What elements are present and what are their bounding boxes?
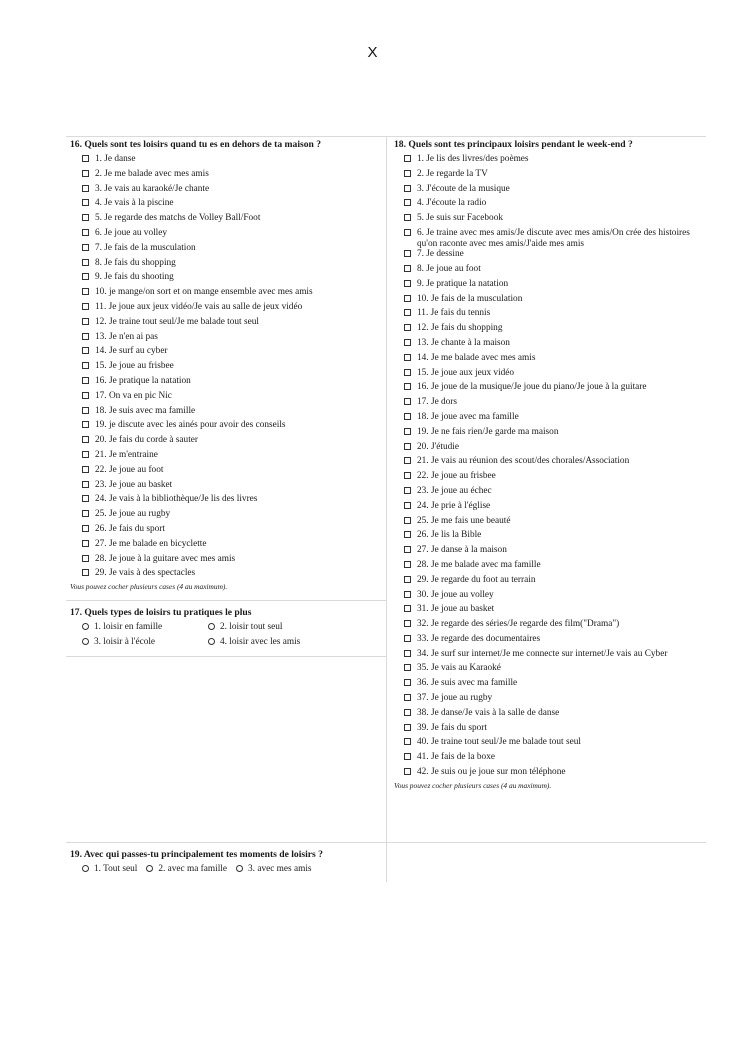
q16-option-23[interactable]	[82, 480, 382, 495]
q17-option-1[interactable]	[82, 622, 208, 633]
checkbox[interactable]	[404, 620, 411, 627]
q16-option-14[interactable]	[82, 346, 382, 361]
q16-option-1[interactable]	[82, 154, 382, 169]
checkbox[interactable]	[404, 383, 411, 390]
q18-option-35[interactable]	[404, 663, 704, 678]
q18-option-6[interactable]	[404, 228, 704, 249]
q18-option-12[interactable]	[404, 323, 704, 338]
option-label: 11. Je fais du tennis	[417, 308, 491, 319]
option-label: 24. Je prie à l'église	[417, 500, 491, 511]
option-label: 27. Je me balade en bicyclette	[95, 538, 207, 549]
checkbox[interactable]	[82, 318, 89, 325]
option-label: 18. Je joue avec ma famille	[417, 411, 519, 422]
radio-button[interactable]	[82, 623, 89, 630]
checkbox[interactable]	[82, 510, 89, 517]
checkbox[interactable]	[82, 259, 89, 266]
option-label: 5. Je regarde des matchs de Volley Ball/Foot	[95, 213, 261, 224]
q19-option-3[interactable]	[236, 864, 312, 875]
option-label: 39. Je fais du sport	[417, 722, 487, 733]
q16-option-3[interactable]	[82, 184, 382, 199]
checkbox[interactable]	[404, 635, 411, 642]
q18-option-36[interactable]	[404, 678, 704, 693]
q18-option-8[interactable]	[404, 264, 704, 279]
q18-option-5[interactable]	[404, 213, 704, 228]
q19-option-1[interactable]	[82, 864, 137, 875]
option-label: 27. Je danse à la maison	[417, 545, 507, 556]
option-label: 42. Je suis ou je joue sur mon téléphone	[417, 767, 566, 778]
checkbox[interactable]	[404, 487, 411, 494]
q18-option-21[interactable]	[404, 456, 704, 471]
option-label: 2. Je me balade avec mes amis	[95, 168, 209, 179]
q16-option-8[interactable]	[82, 258, 382, 273]
option-label: 3. avec mes amis	[248, 864, 312, 874]
q18-option-13[interactable]	[404, 338, 704, 353]
checkbox[interactable]	[82, 155, 89, 162]
option-label: 22. Je joue au frisbee	[417, 471, 496, 482]
checkbox[interactable]	[82, 244, 89, 251]
q16-option-26[interactable]	[82, 524, 382, 539]
q18-bottom-rule	[386, 842, 706, 843]
checkbox[interactable]	[404, 502, 411, 509]
radio-button[interactable]	[208, 623, 215, 630]
q18-option-2[interactable]	[404, 169, 704, 184]
q18-option-14[interactable]	[404, 353, 704, 368]
checkbox[interactable]	[82, 347, 89, 354]
checkbox[interactable]	[404, 679, 411, 686]
option-label: 35. Je vais au Karaoké	[417, 663, 501, 674]
q16-option-11[interactable]	[82, 302, 382, 317]
checkbox[interactable]	[82, 525, 89, 532]
q17-option-3[interactable]	[82, 637, 208, 648]
q16-option-4[interactable]	[82, 198, 382, 213]
option-label: 37. Je joue au rugby	[417, 693, 493, 704]
q17-top-rule	[66, 600, 386, 601]
radio-button[interactable]	[236, 865, 243, 872]
q16-option-27[interactable]	[82, 539, 382, 554]
option-label: 41. Je fais de la boxe	[417, 752, 495, 763]
q18-option-19[interactable]	[404, 427, 704, 442]
checkbox[interactable]	[404, 517, 411, 524]
checkbox[interactable]	[404, 280, 411, 287]
option-label: 21. Je m'entraine	[95, 449, 158, 460]
option-label: 13. Je chante à la maison	[417, 337, 510, 348]
option-label: 19. Je ne fais rien/Je garde ma maison	[417, 426, 559, 437]
q18-option-3[interactable]	[404, 184, 704, 199]
q18-option-41[interactable]	[404, 752, 704, 767]
checkbox[interactable]	[404, 185, 411, 192]
question-16-options	[70, 154, 382, 583]
q18-option-16[interactable]	[404, 382, 704, 397]
radio-button[interactable]	[146, 865, 153, 872]
option-label: 6. Je traine avec mes amis/Je discute avec mes amis/On crée des histoires qu'on raconte avec mes amis/J'aide mes amis	[417, 227, 690, 249]
checkbox[interactable]	[404, 546, 411, 553]
q16-option-19[interactable]	[82, 420, 382, 435]
question-19-options	[70, 864, 382, 875]
checkbox[interactable]	[82, 495, 89, 502]
option-label: 4. loisir avec les amis	[220, 636, 301, 647]
checkbox[interactable]	[404, 576, 411, 583]
option-label: 16. Je joue de la musique/Je joue du piano/Je joue à la guitare	[417, 382, 647, 393]
q18-option-18[interactable]	[404, 412, 704, 427]
checkbox[interactable]	[82, 466, 89, 473]
option-label: 40. Je traine tout seul/Je me balade tout seul	[417, 737, 581, 748]
checkbox[interactable]	[404, 398, 411, 405]
checkbox[interactable]	[404, 650, 411, 657]
option-label: 20. Je fais du corde à sauter	[95, 435, 199, 446]
option-label: 29. Je regarde du foot au terrain	[417, 574, 536, 585]
checkbox[interactable]	[404, 295, 411, 302]
checkbox[interactable]	[82, 303, 89, 310]
checkbox[interactable]	[82, 540, 89, 547]
q16-option-25[interactable]	[82, 509, 382, 524]
checkbox[interactable]	[404, 155, 411, 162]
q18-option-40[interactable]	[404, 737, 704, 752]
option-label: 38. Je danse/Je vais à la salle de danse	[417, 707, 560, 718]
question-17	[70, 607, 382, 647]
checkbox[interactable]	[404, 768, 411, 775]
checkbox[interactable]	[404, 753, 411, 760]
checkbox[interactable]	[404, 214, 411, 221]
checkbox[interactable]	[82, 436, 89, 443]
option-label: 32. Je regarde des séries/Je regarde des film("Drama")	[417, 619, 620, 630]
q18-option-28[interactable]	[404, 560, 704, 575]
checkbox[interactable]	[82, 170, 89, 177]
q16-option-28[interactable]	[82, 554, 382, 569]
option-label: 8. Je fais du shopping	[95, 257, 176, 268]
option-label: 3. loisir à l'école	[94, 636, 156, 647]
checkbox[interactable]	[82, 377, 89, 384]
q18-option-27[interactable]	[404, 545, 704, 560]
q18-option-10[interactable]	[404, 294, 704, 309]
option-label: 25. Je me fais une beauté	[417, 515, 511, 526]
checkbox[interactable]	[404, 443, 411, 450]
q18-option-39[interactable]	[404, 723, 704, 738]
checkbox[interactable]	[82, 392, 89, 399]
checkbox[interactable]	[404, 694, 411, 701]
q18-option-25[interactable]	[404, 516, 704, 531]
q18-option-4[interactable]	[404, 198, 704, 213]
checkbox[interactable]	[404, 413, 411, 420]
option-label: 1. Je danse	[95, 154, 136, 164]
q16-option-22[interactable]	[82, 465, 382, 480]
checkbox[interactable]	[82, 451, 89, 458]
q16-option-16[interactable]	[82, 376, 382, 391]
q16-option-6[interactable]	[82, 228, 382, 243]
checkbox[interactable]	[404, 591, 411, 598]
question-19	[70, 849, 382, 875]
option-label: 4. J'écoute la radio	[417, 198, 487, 209]
option-label: 1. Tout seul	[94, 864, 138, 874]
option-label: 3. Je vais au karaoké/Je chante	[95, 183, 210, 194]
checkbox[interactable]	[404, 472, 411, 479]
checkbox[interactable]	[82, 288, 89, 295]
option-label: 25. Je joue au rugby	[95, 509, 171, 520]
q16-option-9[interactable]	[82, 272, 382, 287]
checkbox[interactable]	[404, 339, 411, 346]
option-label: 13. Je n'en ai pas	[95, 331, 158, 342]
checkbox[interactable]	[404, 369, 411, 376]
question-17-options	[70, 622, 382, 647]
q16-option-29[interactable]	[82, 568, 382, 583]
option-label: 3. J'écoute de la musique	[417, 183, 510, 194]
option-label: 12. Je fais du shopping	[417, 323, 503, 334]
option-label: 2. Je regarde la TV	[417, 168, 488, 179]
option-label: 8. Je joue au foot	[417, 263, 481, 274]
question-16-title: 16. Quels sont tes loisirs quand tu es en dehors de ta maison ?	[70, 139, 322, 150]
option-label: 14. Je me balade avec mes amis	[417, 352, 536, 363]
checkbox[interactable]	[82, 481, 89, 488]
checkbox[interactable]	[404, 664, 411, 671]
option-label: 19. je discute avec les ainés pour avoir des conseils	[95, 420, 286, 431]
q18-option-7[interactable]	[404, 249, 704, 264]
question-18-note: Vous pouvez cocher plusieurs cases (4 au maximum).	[394, 780, 552, 790]
option-label: 20. J'étudie	[417, 441, 459, 452]
option-label: 24. Je vais à la bibliothèque/Je lis des livres	[95, 494, 258, 505]
option-label: 23. Je joue au échec	[417, 485, 492, 496]
checkbox[interactable]	[82, 333, 89, 340]
q16-option-21[interactable]	[82, 450, 382, 465]
checkbox[interactable]	[404, 250, 411, 257]
option-label: 10. Je fais de la musculation	[417, 293, 523, 304]
q18-option-34[interactable]	[404, 649, 704, 664]
option-label: 23. Je joue au basket	[95, 479, 173, 490]
radio-button[interactable]	[208, 638, 215, 645]
q18-option-1[interactable]	[404, 154, 704, 169]
question-17-title: 17. Quels types de loisirs tu pratiques le plus	[70, 607, 252, 618]
q19-top-rule	[66, 842, 386, 843]
option-label: 5. Je suis sur Facebook	[417, 213, 503, 224]
q16-option-5[interactable]	[82, 213, 382, 228]
q18-option-20[interactable]	[404, 442, 704, 457]
question-18-options	[394, 154, 704, 782]
q18-option-9[interactable]	[404, 279, 704, 294]
q17-option-2[interactable]	[208, 622, 348, 633]
radio-button[interactable]	[82, 865, 89, 872]
option-label: 30. Je joue au volley	[417, 589, 494, 600]
q16-option-2[interactable]	[82, 169, 382, 184]
q18-option-32[interactable]	[404, 619, 704, 634]
q18-option-26[interactable]	[404, 530, 704, 545]
checkbox[interactable]	[404, 170, 411, 177]
checkbox[interactable]	[404, 265, 411, 272]
q18-option-22[interactable]	[404, 471, 704, 486]
checkbox[interactable]	[404, 229, 411, 236]
option-label: 22. Je joue au foot	[95, 464, 164, 475]
q16-option-12[interactable]	[82, 317, 382, 332]
column-divider	[386, 136, 387, 882]
option-label: 18. Je suis avec ma famille	[95, 405, 196, 416]
question-16-note: Vous pouvez cocher plusieurs cases (4 au maximum).	[70, 582, 228, 592]
checkbox[interactable]	[404, 354, 411, 361]
q17-bottom-rule	[66, 656, 386, 657]
checkbox[interactable]	[404, 457, 411, 464]
q18-option-38[interactable]	[404, 708, 704, 723]
option-label: 28. Je me balade avec ma famille	[417, 559, 541, 570]
option-label: 17. On va en pic Nic	[95, 390, 172, 401]
option-label: 33. Je regarde des documentaires	[417, 633, 541, 644]
option-label: 1. loisir en famille	[94, 622, 163, 632]
checkbox[interactable]	[404, 531, 411, 538]
option-label: 26. Je lis la Bible	[417, 530, 482, 541]
q18-option-17[interactable]	[404, 397, 704, 412]
question-18	[394, 139, 704, 790]
checkbox[interactable]	[82, 185, 89, 192]
q18-option-24[interactable]	[404, 501, 704, 516]
checkbox[interactable]	[404, 561, 411, 568]
option-label: 1. Je lis des livres/des poèmes	[417, 154, 529, 164]
q18-option-33[interactable]	[404, 634, 704, 649]
option-label: 2. avec ma famille	[158, 864, 228, 874]
checkbox[interactable]	[404, 605, 411, 612]
option-label: 26. Je fais du sport	[95, 523, 165, 534]
option-label: 29. Je vais à des spectacles	[95, 568, 196, 579]
q16-option-10[interactable]	[82, 287, 382, 302]
option-label: 2. loisir tout seul	[220, 622, 283, 632]
q18-option-29[interactable]	[404, 575, 704, 590]
checkbox[interactable]	[404, 199, 411, 206]
option-label: 9. Je fais du shooting	[95, 272, 174, 283]
q18-option-30[interactable]	[404, 590, 704, 605]
checkbox[interactable]	[82, 421, 89, 428]
q17-option-4[interactable]	[208, 637, 348, 648]
q16-option-15[interactable]	[82, 361, 382, 376]
q16-option-13[interactable]	[82, 332, 382, 347]
radio-button[interactable]	[82, 638, 89, 645]
checkbox[interactable]	[82, 569, 89, 576]
option-label: 14. Je surf au cyber	[95, 346, 168, 357]
option-label: 7. Je fais de la musculation	[95, 242, 196, 253]
q16-option-18[interactable]	[82, 406, 382, 421]
checkbox[interactable]	[404, 709, 411, 716]
option-label: 6. Je joue au volley	[95, 227, 168, 238]
option-label: 12. Je traine tout seul/Je me balade tout seul	[95, 316, 259, 327]
checkbox[interactable]	[82, 229, 89, 236]
option-label: 7. Je dessine	[417, 249, 464, 260]
checkbox[interactable]	[82, 362, 89, 369]
option-label: 21. Je vais au réunion des scout/des chorales/Association	[417, 456, 630, 467]
checkbox[interactable]	[404, 309, 411, 316]
option-label: 28. Je joue à la guitare avec mes amis	[95, 553, 236, 564]
q16-option-20[interactable]	[82, 435, 382, 450]
option-label: 4. Je vais à la piscine	[95, 198, 174, 209]
q18-option-37[interactable]	[404, 693, 704, 708]
option-label: 9. Je pratique la natation	[417, 278, 509, 289]
option-label: 15. Je joue aux jeux vidéo	[417, 367, 515, 378]
q18-option-15[interactable]	[404, 368, 704, 383]
q16-option-24[interactable]	[82, 494, 382, 509]
q18-option-23[interactable]	[404, 486, 704, 501]
q18-option-42[interactable]	[404, 767, 704, 782]
checkbox[interactable]	[82, 214, 89, 221]
checkbox[interactable]	[82, 555, 89, 562]
checkbox[interactable]	[404, 324, 411, 331]
checkbox[interactable]	[82, 407, 89, 414]
q16-option-7[interactable]	[82, 243, 382, 258]
q16-option-17[interactable]	[82, 391, 382, 406]
checkbox[interactable]	[82, 273, 89, 280]
checkbox[interactable]	[404, 724, 411, 731]
question-19-title: 19. Avec qui passes-tu principalement tes moments de loisirs ?	[70, 849, 323, 860]
option-label: 10. je mange/on sort et on mange ensemble avec mes amis	[95, 287, 313, 298]
q19-option-2[interactable]	[146, 864, 227, 875]
option-label: 11. Je joue aux jeux vidéo/Je vais au salle de jeux vidéo	[95, 301, 303, 312]
page-mark: X	[367, 44, 378, 61]
q18-option-11[interactable]	[404, 308, 704, 323]
question-16	[70, 139, 382, 591]
checkbox[interactable]	[404, 428, 411, 435]
option-label: 36. Je suis avec ma famille	[417, 678, 518, 689]
question-18-title: 18. Quels sont tes principaux loisirs pendant le week-end ?	[394, 139, 633, 150]
checkbox[interactable]	[404, 738, 411, 745]
option-label: 17. Je dors	[417, 397, 458, 408]
option-label: 31. Je joue au basket	[417, 604, 495, 615]
option-label: 34. Je surf sur internet/Je me connecte sur internet/Je vais au Cyber	[417, 648, 668, 659]
option-label: 16. Je pratique la natation	[95, 375, 191, 386]
checkbox[interactable]	[82, 199, 89, 206]
option-label: 15. Je joue au frisbee	[95, 361, 174, 372]
q18-option-31[interactable]	[404, 604, 704, 619]
